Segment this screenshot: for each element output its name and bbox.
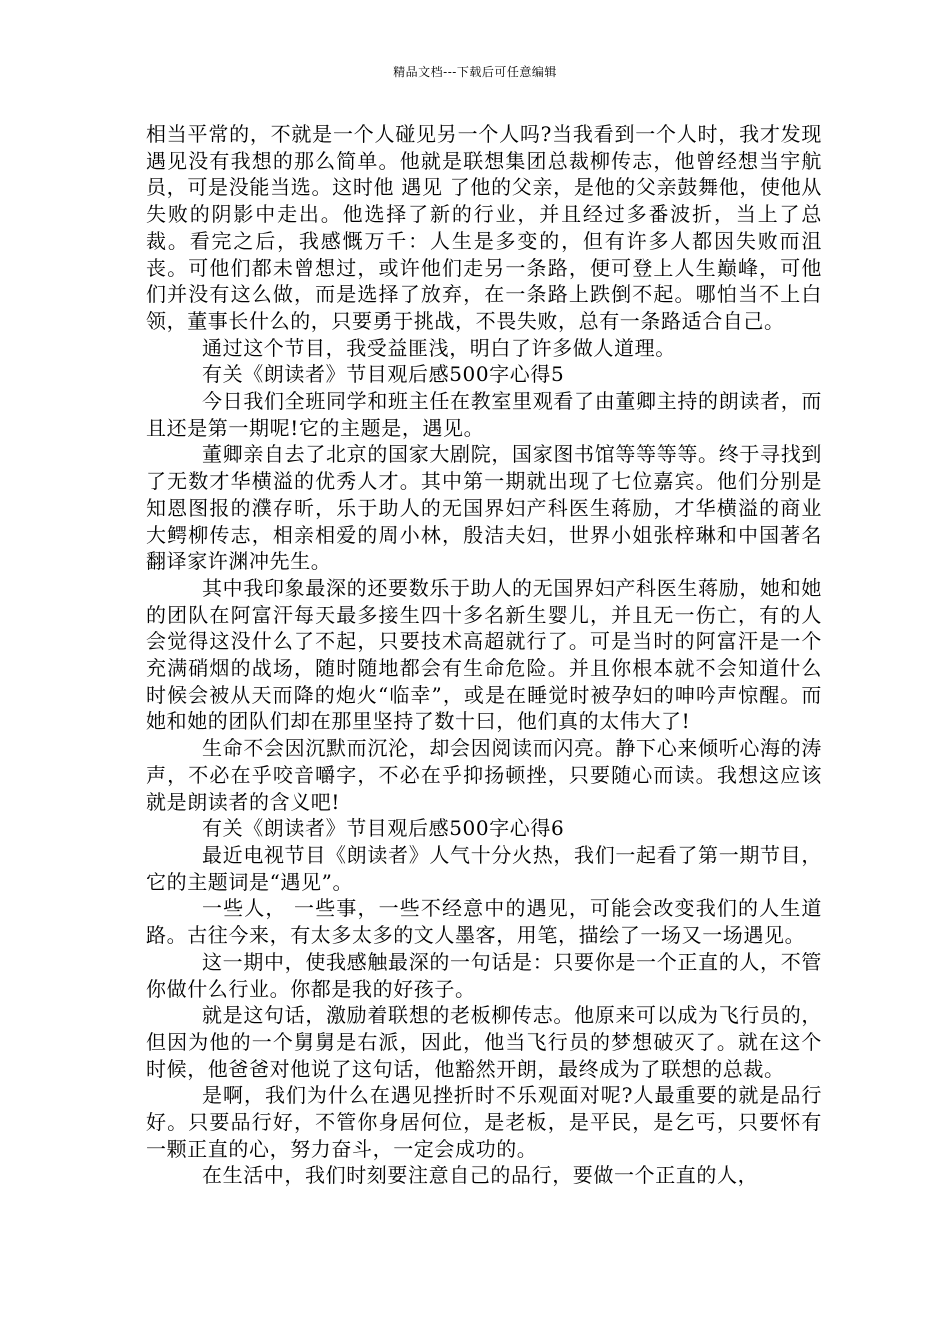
paragraph: 相当平常的，不就是一个人碰见另一个人吗?当我看到一个人时，我才发现遇见没有我想的那么简单。他就是联想集团总裁柳传志，他曾经想当宇航员，可是没能当选。这时他 遇见 了他的父亲，是他的父亲鼓舞他，使他从失败的阴影中走出。他选择了新的行业，并且经过多番波折，当上了总裁。看完之后，我感慨万千：人生是多变的，但有许多人都因失败而沮丧。可他们都未曾想过，或许他们走另一条路，便可登上人生巅峰，可他们并没有这么做，而是选择了放弃，在一条路上跌倒不起。哪怕当不上白领，董事长什么的，只要勇于挑战，不畏失败，总有一条路适合自己。 xyxy=(146,122,822,333)
paragraph: 生命不会因沉默而沉沦，却会因阅读而闪亮。静下心来倾听心海的涛声，不必在乎咬音嚼字，不必在乎抑扬顿挫，只要随心而读。我想这应该就是朗读者的含义吧! xyxy=(146,736,822,814)
section-heading: 有关《朗读者》节目观后感500字心得6 xyxy=(202,816,565,841)
section-heading: 有关《朗读者》节目观后感500字心得5 xyxy=(202,362,565,387)
paragraph: 其中我印象最深的还要数乐于助人的无国界妇产科医生蒋励，她和她的团队在阿富汗每天最多接生四十多名新生婴儿，并且无一伤亡，有的人会觉得这没什么了不起，只要技术高超就行了。可是当时的阿富汗是一个充满硝烟的战场，随时随地都会有生命危险。并且你根本就不会知道什么时候会被从天而降的炮火“临幸”，或是在睡觉时被孕妇的呻吟声惊醒。而她和她的团队们却在那里坚持了数十曰，他们真的太伟大了! xyxy=(146,575,822,734)
document-body xyxy=(146,121,822,1189)
paragraph: 通过这个节目，我受益匪浅，明白了许多做人道理。 xyxy=(202,335,676,360)
paragraph: 今日我们全班同学和班主任在教室里观看了由董卿主持的朗读者，而且还是第一期呢!它的主题是，遇见。 xyxy=(146,389,822,440)
paragraph: 最近电视节目《朗读者》人气十分火热，我们一起看了第一期节目，它的主题词是“遇见”。 xyxy=(146,842,822,894)
document-header: 精品文档---下载后可任意编辑 xyxy=(393,65,557,79)
paragraph: 董卿亲自去了北京的国家大剧院，国家图书馆等等等等。终于寻找到了无数才华横溢的优秀人才。其中第一期就出现了七位嘉宾。他们分别是知恩图报的濮存昕，乐于助人的无国界妇产科医生蒋励，才华横溢的商业大鳄柳传志，相亲相爱的周小林，殷洁夫妇，世界小姐张梓琳和中国著名翻译家许渊冲先生。 xyxy=(146,442,822,574)
paragraph: 就是这句话，激励着联想的老板柳传志。他原来可以成为飞行员的，但因为他的一个舅舅是右派，因此，他当飞行员的梦想破灭了。就在这个时候，他爸爸对他说了这句话，他豁然开朗，最终成为了联想的总裁。 xyxy=(146,1003,822,1081)
paragraph: 一些人， 一些事，一些不经意中的遇见，可能会改变我们的人生道路。古往今来，有太多太多的文人墨客，用笔，描绘了一场又一场遇见。 xyxy=(146,896,822,948)
paragraph: 在生活中，我们时刻要注意自己的品行，要做一个正直的人， xyxy=(202,1163,759,1188)
paragraph: 这一期中，使我感触最深的一句话是：只要你是一个正直的人，不管你做什么行业。你都是我的好孩子。 xyxy=(146,949,822,1001)
paragraph: 是啊，我们为什么在遇见挫折时不乐观面对呢?人最重要的就是品行好。只要品行好，不管你身居何位，是老板，是平民，是乞丐，只要怀有一颗正直的心，努力奋斗，一定会成功的。 xyxy=(146,1083,822,1161)
